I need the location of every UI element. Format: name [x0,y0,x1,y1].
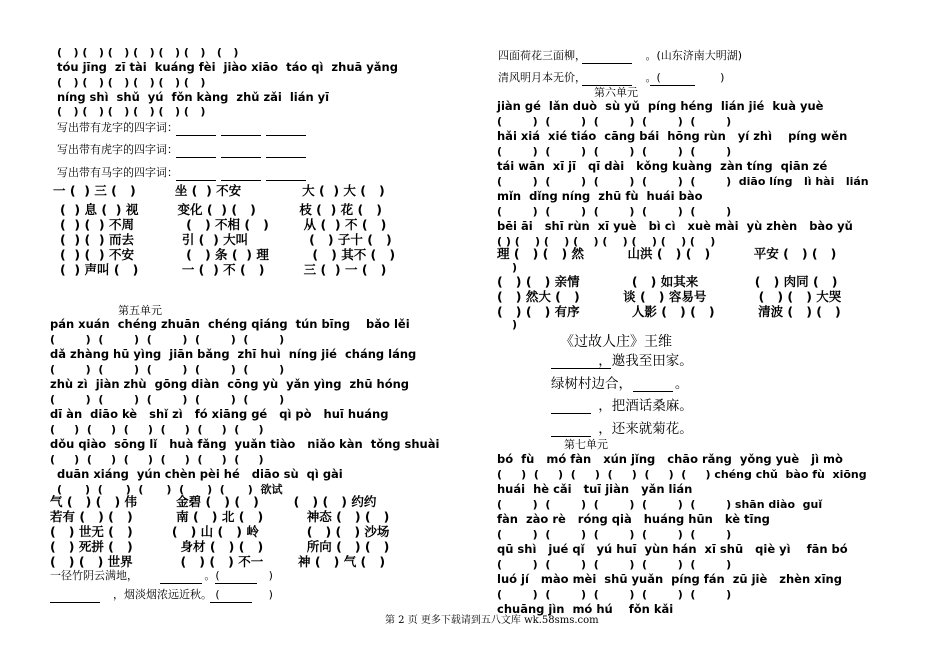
right-line-17: ( ) ( ) 有序 人影 ( ) ( ) 清波 ( ) ( ) [497,304,841,319]
left-line-16: ( ) ( ) ( ) ( ) ( ) [50,333,285,346]
left-line-10: ( ) ( ) 不周 ( ) 不相 ( ) 从 ( ) 不 ( ) [60,217,387,232]
left-blank-33-0 [50,602,100,603]
left-line-30: ( ) 死拼 ( ) 身材 ( ) ( ) 所向 ( ) ( ) [50,539,390,554]
left-blank-32-0 [160,583,202,584]
right-line-21: 绿树村边合， 。 [551,376,689,392]
right-line-24: 第七单元 [564,438,608,451]
right-line-5: hǎi xiá xié tiáo cāng bái hōng rùn yí zhì píng wěn [497,129,848,143]
left-line-14: 第五单元 [118,304,162,317]
right-line-13: 理 ( ) ( ) 然 山洪 ( ) ( ) 平安 ( ) ( ) [497,246,837,261]
right-line-6: ( ) ( ) ( ) ( ) ( ) [497,145,732,158]
left-line-13: ( ) 声叫 ( ) 一 ( ) 不 ( ) 三 ( ) 一 ( ) [60,262,387,277]
left-line-15: pán xuán chéng zhuān chéng qiáng tún bīng bǎo lěi [50,317,410,331]
right-blank-1-1 [650,85,695,86]
right-line-32: ( ) ( ) ( ) ( ) ( ) [497,558,732,571]
left-line-24: ( ) ( ) ( ) ( ) ( ) ( ) [50,453,264,466]
left-blank-32-1 [215,583,257,584]
left-line-20: ( ) ( ) ( ) ( ) ( ) [50,393,285,406]
right-line-18: ) [512,318,518,331]
right-line-0: 四面荷花三面柳， 。(山东济南大明湖) [498,49,743,62]
right-line-22: ，把酒话桑麻。 [551,398,693,414]
left-line-33: ，烟淡烟浓远近秋。 ( ) [50,588,273,601]
right-line-30: ( ) ( ) ( ) ( ) ( ) [497,528,732,541]
right-line-29: fàn zào rè róng qià huáng hūn kè tīng [497,512,770,526]
left-line-2: ( ) ( ) ( ) ( ) ( ) ( ) [57,76,206,89]
left-line-0: ( ) ( ) ( ) ( ) ( ) ( ) ( ) [57,46,239,59]
left-line-6: 写出带有虎字的四字词： [57,143,178,156]
left-blank-5-0 [176,135,216,136]
right-line-34: ( ) ( ) ( ) ( ) ( ) [497,588,732,601]
right-blank-22-0 [551,413,591,414]
right-blank-0-0 [582,63,632,64]
left-line-25: duān xiáng yún chèn pèi hé diāo sù qì gài [57,467,343,481]
left-line-23: dǒu qiào sōng lǐ huà fǎng yuǎn tiào niǎo kàn tǒng shuài [50,437,440,451]
left-blank-6-0 [176,157,216,158]
left-line-27: 气 ( ) ( ) 伟 金碧 ( ) ( ) ( ) ( ) 约约 [50,494,377,509]
right-line-11: bēi āi shī rùn xī yuè bì cì xuè mài yù zhèn bào yǔ [497,219,853,233]
left-line-32: 一径竹阴云满地， 。( ) [50,569,273,582]
right-blank-20-0 [551,368,611,369]
right-blank-23-0 [551,436,591,437]
right-line-12: ( ) ( ) ( ) ( ) ( ) ( ) ( ) ( ) [497,235,716,248]
right-line-33: luó jí mào mèi shū yuǎn píng fán zū jiè zhèn xīng [497,572,842,586]
left-blank-6-2 [266,157,306,158]
left-blank-6-1 [221,157,261,158]
left-blank-7-0 [176,180,216,181]
left-blank-7-2 [266,180,306,181]
right-line-27: huái hè cǎi tuī jiàn yǎn lián [497,482,693,496]
right-line-35: chuāng jìn mó hú fǒn kǎi [497,602,674,616]
left-line-12: ( ) ( ) 不安 ( ) 条 ( ) 理 ( ) 其不 ( ) [60,247,396,262]
right-line-15: ( ) ( ) 亲情 ( ) 如其来 ( ) 肉同 ( ) [497,274,838,289]
right-line-10: ( ) ( ) ( ) ( ) ( ) [497,205,732,218]
left-line-26: ( ) ( ) ( ) ( ) ( ) 欲试 [57,483,283,496]
left-blank-5-2 [266,135,306,136]
right-line-7: tái wān xī jī qī dài kǒng kuàng zàn tíng qiān zé [497,159,828,173]
right-blank-21-0 [633,391,673,392]
left-line-8: 一 ( ) 三 ( ) 坐 ( ) 不安 大 ( ) 大 ( ) [53,183,385,198]
right-line-31: qū shì jué qǐ yú huī yùn hán xī shū qiè yì fān bó [497,542,848,556]
left-line-21: dī àn diāo kè shǐ zì fó xiāng gé qì pò huī huáng [50,407,389,421]
right-line-14: ) [512,261,518,274]
left-line-5: 写出带有龙字的四字词： [57,121,178,134]
right-line-20: ，邀我至田家。 [551,353,693,369]
left-line-29: ( ) 世无 ( ) ( ) 山 ( ) 岭 ( ) ( ) 沙场 [50,524,390,539]
left-line-28: 若有 ( ) ( ) 南 ( ) 北 ( ) 神态 ( ) ( ) [50,509,390,524]
right-line-26: ( ) ( ) ( ) ( ) ( ) ( ) chéng chǔ bào fù xiōng [497,468,867,481]
right-line-25: bó fù mó fàn xún jǐng chāo rǎng yǒng yuè jì mò [497,452,843,466]
right-line-9: mǐn dǐng níng zhū fù huái bào [497,189,703,203]
left-line-17: dǎ zhàng hū yìng jiān bǎng zhī huì níng jié cháng láng [50,347,417,361]
page-footer: 第 2 页 更多下载请到五八文库 wk.58sms.com [385,615,599,626]
right-line-16: ( ) 然大 ( ) 谈 ( ) 容易号 ( ) ( ) 大哭 [497,289,842,304]
left-line-7: 写出带有马字的四字词： [57,166,178,179]
left-line-22: ( ) ( ) ( ) ( ) ( ) ( ) [50,423,264,436]
left-line-18: ( ) ( ) ( ) ( ) ( ) [50,363,285,376]
left-blank-33-1 [210,602,252,603]
left-blank-7-1 [221,180,261,181]
left-line-31: ( ) ( ) 世界 ( ) ( ) 不一 神 ( ) 气 ( ) [50,554,386,569]
right-line-23: ，还来就菊花。 [551,421,693,437]
right-line-28: ( ) ( ) ( ) ( ) ( ) shān diào guǐ [497,498,823,511]
left-blank-5-1 [221,135,261,136]
left-line-4: ( ) ( ) ( ) ( ) ( ) ( ) [57,105,206,118]
right-line-3: jiàn gé lǎn duò sù yǔ píng héng lián jié kuà yuè [497,99,824,113]
left-line-11: ( ) ( ) 而去 引 ( ) 大叫 ( ) 子十 ( ) [60,232,392,247]
right-line-2: 第六单元 [594,86,638,99]
left-line-19: zhù zì jiàn zhù gōng diàn cōng yù yǎn yìng zhū hóng [50,377,410,391]
right-line-8: ( ) ( ) ( ) ( ) ( ) diāo líng lì hài lián [497,175,869,188]
right-line-19: 《过故人庄》王维 [560,334,672,350]
left-line-1: tóu jīng zī tài kuáng fèi jiào xiāo táo qì zhuā yǎng [57,60,398,74]
left-line-9: ( ) 息 ( ) 视 变化 ( ) ( ) 枝 ( ) 花 ( ) [60,202,382,217]
left-line-3: níng shì shǔ yú fǒn kàng zhǔ zǎi lián yī [57,90,330,104]
right-line-1: 清风明月本无价， 。( ) [498,71,725,84]
right-line-4: ( ) ( ) ( ) ( ) ( ) [497,115,732,128]
